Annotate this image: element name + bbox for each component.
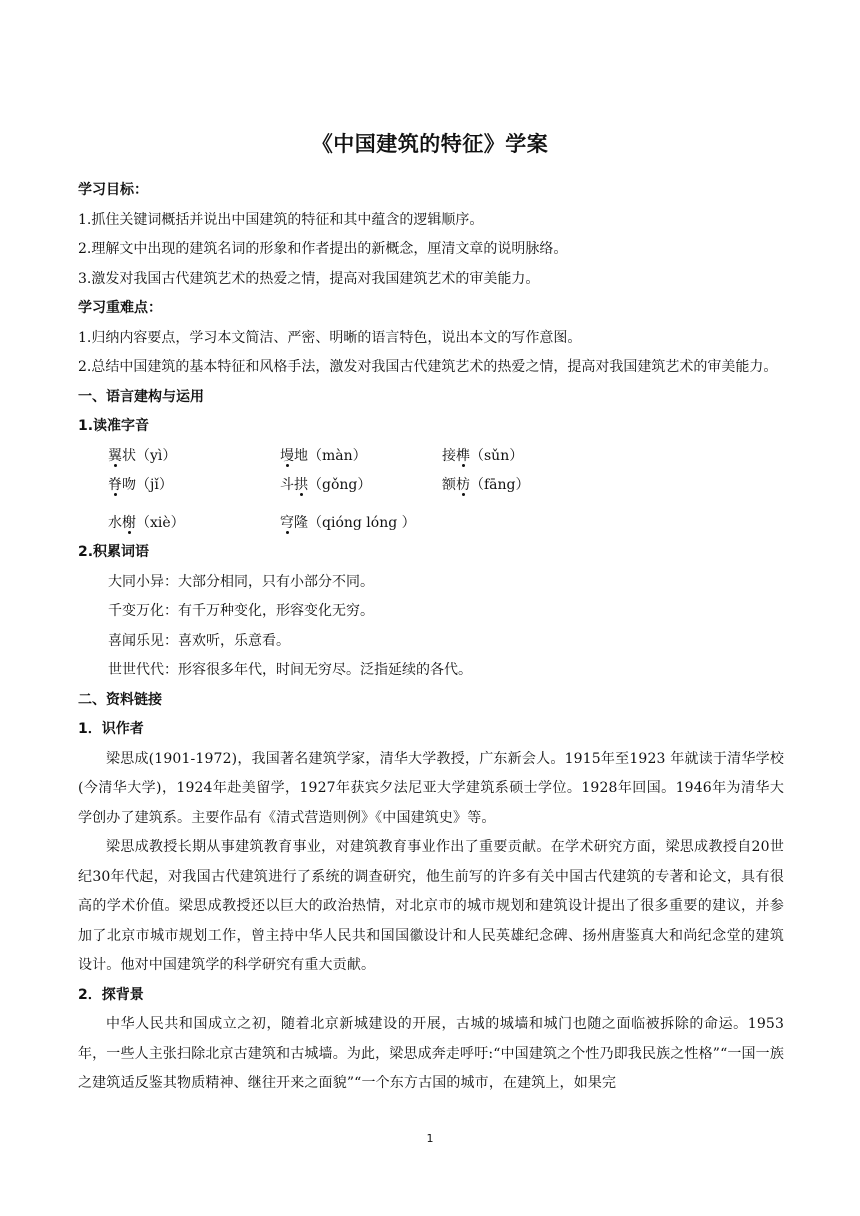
pronunciation-heading: 1.读准字音 — [78, 418, 150, 434]
background-paragraph: 中华人民共和国成立之初，随着北京新城建设的开展，古城的城墙和城门也随之面临被拆除的命运。1953年，一些人主张扫除北京古建筑和古城墙。为此，梁思成奔走呼吁:“中国建筑之个性乃即我民族之性格”“一国一族之建筑适反鉴其物质精神、继往开来之面貌”“一个东方古国的城市，在建筑上，如果完 — [78, 1016, 784, 1091]
pinyin-item: 斗拱（gǒng） — [280, 477, 372, 493]
pinyin-item: 翼状（yì） — [108, 447, 177, 464]
goal-item-2: 2.理解文中出现的建筑名词的形象和作者提出的新概念，厘清文章的说明脉络。 — [78, 241, 568, 257]
pinyin-item: 穹隆（qióng lóng ） — [280, 514, 416, 531]
background-heading: 2．探背景 — [78, 986, 144, 1003]
section1-heading: 一、语言建构与运用 — [78, 388, 204, 405]
keypoint-item-1: 1.归纳内容要点，学习本文简洁、严密、明晰的语言特色，说出本文的写作意图。 — [78, 329, 582, 346]
author-paragraph-1: 梁思成(1901-1972)，我国著名建筑学家，清华大学教授，广东新会人。1915年至1923 年就读于清华学校(今清华大学)，1924年赴美留学，1927年获宾夕法尼亚大学建筑系硕士学位。1928年回国。1946年为清华大学创办了建筑系。主要作品有《清式营造则例》《中国建筑史》等。 — [78, 750, 784, 826]
author-heading: 1．识作者 — [78, 721, 144, 737]
vocab-item: 千变万化：有千万种变化，形容变化无穷。 — [108, 603, 374, 619]
vocabulary-heading: 2.积累词语 — [78, 544, 150, 560]
pinyin-row — [78, 509, 784, 539]
document-body — [78, 176, 784, 1099]
keypoints-heading: 学习重难点： — [78, 300, 162, 316]
goal-item-1: 1.抓住关键词概括并说出中国建筑的特征和其中蕴含的逻辑顺序。 — [78, 211, 484, 228]
pinyin-row — [78, 442, 784, 472]
goals-heading: 学习目标： — [78, 182, 148, 198]
vocab-item: 世世代代：形容很多年代，时间无穷尽。泛指延续的各代。 — [108, 662, 472, 678]
keypoint-item-2: 2.总结中国建筑的基本特征和风格手法，激发对我国古代建筑艺术的热爱之情，提高对我国建筑艺术的审美能力。 — [78, 359, 778, 375]
pinyin-item: 接榫（sǔn） — [442, 447, 524, 464]
pinyin-item: 额枋（fāng） — [442, 477, 530, 493]
pinyin-row — [78, 471, 784, 501]
author-paragraph-2: 梁思成教授长期从事建筑教育事业，对建筑教育事业作出了重要贡献。在学术研究方面，梁思成教授自20世纪30年代起，对我国古代建筑进行了系统的调查研究，他生前写的许多有关中国古代建筑的专著和论文，具有很高的学术价值。梁思成教授还以巨大的政治热情，对北京市的城市规划和建筑设计提出了很多重要的建议，并参加了北京市城市规划工作，曾主持中华人民共和国国徽设计和人民英雄纪念碑、扬州唐鉴真大和尚纪念堂的建筑设计。他对中国建筑学的科学研究有重大贡献。 — [78, 839, 784, 973]
vocab-item: 喜闻乐见：喜欢听，乐意看。 — [108, 632, 290, 649]
page-number: 1 — [426, 1132, 434, 1145]
goal-item-3: 3.激发对我国古代建筑艺术的热爱之情，提高对我国建筑艺术的审美能力。 — [78, 270, 540, 287]
spacer — [78, 501, 784, 509]
pinyin-item: 脊吻（jǐ） — [108, 477, 173, 493]
vocab-item: 大同小异：大部分相同，只有小部分不同。 — [108, 573, 374, 590]
pinyin-item: 水榭（xiè） — [108, 514, 185, 531]
page-title: 《中国建筑的特征》学案 — [311, 132, 549, 156]
section2-heading: 二、资料链接 — [78, 691, 162, 708]
pinyin-item: 墁地（màn） — [280, 447, 367, 464]
